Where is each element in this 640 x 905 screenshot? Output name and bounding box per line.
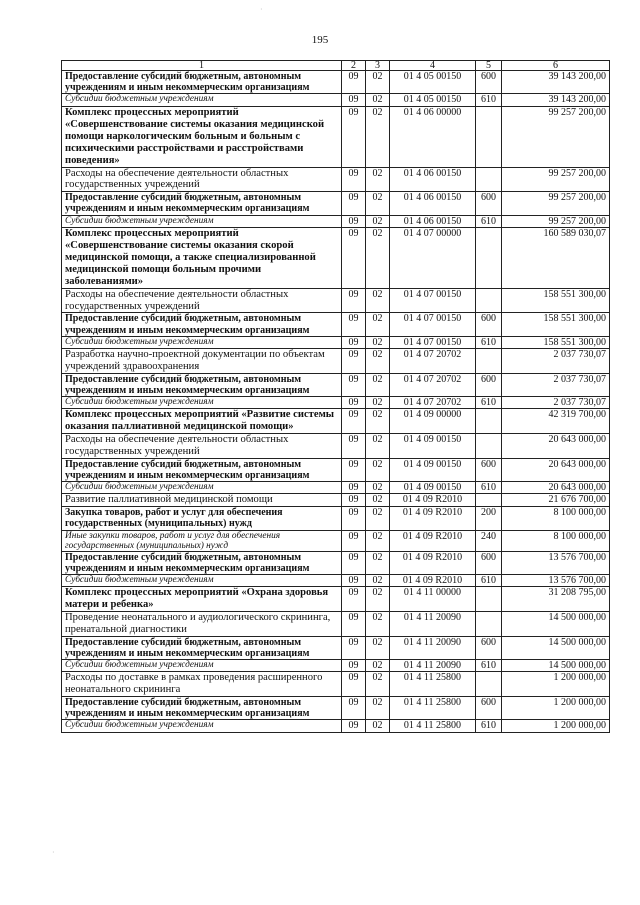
row-expense-type-cell xyxy=(476,349,502,374)
row-amount-cell: 2 037 730,07 xyxy=(502,397,610,409)
header-col-section: 2 xyxy=(342,61,366,71)
row-section-cell: 09 xyxy=(342,575,366,587)
row-name-cell: Предоставление субсидий бюджетным, автономным учреждениям и иным некоммерческим организациям xyxy=(62,551,342,574)
row-subsection-cell: 02 xyxy=(366,636,390,659)
page-number: 195 xyxy=(311,34,329,46)
row-target-item-cell: 01 4 09 R2010 xyxy=(390,551,476,574)
row-section-cell: 09 xyxy=(342,192,366,215)
row-target-item-cell: 01 4 09 R2010 xyxy=(390,575,476,587)
row-subsection-cell: 02 xyxy=(366,434,390,459)
table-row xyxy=(62,409,610,434)
row-target-item-cell: 01 4 07 00150 xyxy=(390,288,476,313)
row-section-cell: 09 xyxy=(342,636,366,659)
row-section-cell: 09 xyxy=(342,720,366,732)
row-section-cell: 09 xyxy=(342,494,366,507)
row-amount-cell: 14 500 000,00 xyxy=(502,636,610,659)
row-expense-type-cell: 610 xyxy=(476,336,502,348)
row-subsection-cell: 02 xyxy=(366,288,390,313)
row-amount-cell: 1 200 000,00 xyxy=(502,697,610,720)
row-name-cell: Субсидии бюджетным учреждениям xyxy=(62,94,342,106)
row-expense-type-cell: 610 xyxy=(476,660,502,672)
row-expense-type-cell: 600 xyxy=(476,313,502,336)
row-subsection-cell: 02 xyxy=(366,106,390,167)
row-section-cell: 09 xyxy=(342,94,366,106)
table-row xyxy=(62,373,610,396)
row-target-item-cell: 01 4 07 20702 xyxy=(390,349,476,374)
table-row xyxy=(62,530,610,551)
row-name-cell: Разработка научно-проектной документации по объектам учреждений здравоохранения xyxy=(62,349,342,374)
row-amount-cell: 20 643 000,00 xyxy=(502,434,610,459)
row-expense-type-cell xyxy=(476,672,502,697)
row-section-cell: 09 xyxy=(342,288,366,313)
row-target-item-cell: 01 4 07 20702 xyxy=(390,397,476,409)
row-name-cell: Комплекс процессных мероприятий «Совершенствование системы оказания медицинской помощи наркологическим больным и больным с психическими расстройствами и расстройствами поведения» xyxy=(62,106,342,167)
row-section-cell: 09 xyxy=(342,660,366,672)
row-expense-type-cell: 610 xyxy=(476,575,502,587)
row-amount-cell: 39 143 200,00 xyxy=(502,71,610,94)
row-expense-type-cell xyxy=(476,434,502,459)
row-name-cell: Субсидии бюджетным учреждениям xyxy=(62,215,342,227)
row-name-cell: Субсидии бюджетным учреждениям xyxy=(62,575,342,587)
row-name-cell: Субсидии бюджетным учреждениям xyxy=(62,397,342,409)
row-subsection-cell: 02 xyxy=(366,373,390,396)
table-row xyxy=(62,336,610,348)
row-expense-type-cell: 240 xyxy=(476,530,502,551)
table-row xyxy=(62,636,610,659)
row-target-item-cell: 01 4 07 20702 xyxy=(390,373,476,396)
table-row xyxy=(62,458,610,481)
row-name-cell: Предоставление субсидий бюджетным, автономным учреждениям и иным некоммерческим организациям xyxy=(62,458,342,481)
table-row xyxy=(62,227,610,288)
row-section-cell: 09 xyxy=(342,434,366,459)
table-body xyxy=(62,71,610,733)
row-section-cell: 09 xyxy=(342,349,366,374)
table-row xyxy=(62,71,610,94)
row-target-item-cell: 01 4 09 00150 xyxy=(390,458,476,481)
row-target-item-cell: 01 4 09 R2010 xyxy=(390,494,476,507)
row-section-cell: 09 xyxy=(342,227,366,288)
row-amount-cell: 20 643 000,00 xyxy=(502,458,610,481)
row-subsection-cell: 02 xyxy=(366,575,390,587)
row-section-cell: 09 xyxy=(342,482,366,494)
table-row xyxy=(62,612,610,637)
table-row xyxy=(62,720,610,732)
row-subsection-cell: 02 xyxy=(366,94,390,106)
row-target-item-cell: 01 4 09 R2010 xyxy=(390,530,476,551)
row-expense-type-cell: 610 xyxy=(476,482,502,494)
row-subsection-cell: 02 xyxy=(366,167,390,192)
row-subsection-cell: 02 xyxy=(366,660,390,672)
row-amount-cell: 158 551 300,00 xyxy=(502,336,610,348)
row-section-cell: 09 xyxy=(342,672,366,697)
header-col-target-item: 4 xyxy=(390,61,476,71)
row-expense-type-cell xyxy=(476,587,502,612)
row-section-cell: 09 xyxy=(342,167,366,192)
row-amount-cell: 99 257 200,00 xyxy=(502,167,610,192)
row-target-item-cell: 01 4 09 00150 xyxy=(390,434,476,459)
row-expense-type-cell xyxy=(476,288,502,313)
row-subsection-cell: 02 xyxy=(366,612,390,637)
row-subsection-cell: 02 xyxy=(366,71,390,94)
row-amount-cell: 21 676 700,00 xyxy=(502,494,610,507)
row-subsection-cell: 02 xyxy=(366,482,390,494)
row-target-item-cell: 01 4 11 25800 xyxy=(390,720,476,732)
row-name-cell: Расходы на обеспечение деятельности областных государственных учреждений xyxy=(62,288,342,313)
row-section-cell: 09 xyxy=(342,313,366,336)
row-amount-cell: 99 257 200,00 xyxy=(502,215,610,227)
row-amount-cell: 14 500 000,00 xyxy=(502,660,610,672)
row-amount-cell: 1 200 000,00 xyxy=(502,672,610,697)
row-amount-cell: 158 551 300,00 xyxy=(502,313,610,336)
row-name-cell: Комплекс процессных мероприятий «Охрана здоровья матери и ребенка» xyxy=(62,587,342,612)
row-name-cell: Предоставление субсидий бюджетным, автономным учреждениям и иным некоммерческим организациям xyxy=(62,313,342,336)
row-target-item-cell: 01 4 06 00000 xyxy=(390,106,476,167)
row-name-cell: Предоставление субсидий бюджетным, автономным учреждениям и иным некоммерческим организациям xyxy=(62,373,342,396)
row-section-cell: 09 xyxy=(342,587,366,612)
row-name-cell: Иные закупки товаров, работ и услуг для обеспечения государственных (муниципальных) нужд xyxy=(62,530,342,551)
table-row xyxy=(62,482,610,494)
table-row xyxy=(62,313,610,336)
row-name-cell: Расходы на обеспечение деятельности областных государственных учреждений xyxy=(62,434,342,459)
row-section-cell: 09 xyxy=(342,507,366,530)
row-amount-cell: 8 100 000,00 xyxy=(502,507,610,530)
row-expense-type-cell: 600 xyxy=(476,551,502,574)
table-row xyxy=(62,215,610,227)
row-name-cell: Расходы на обеспечение деятельности областных государственных учреждений xyxy=(62,167,342,192)
row-subsection-cell: 02 xyxy=(366,215,390,227)
row-expense-type-cell: 600 xyxy=(476,373,502,396)
row-name-cell: Предоставление субсидий бюджетным, автономным учреждениям и иным некоммерческим организациям xyxy=(62,192,342,215)
table-row xyxy=(62,697,610,720)
header-col-name: 1 xyxy=(62,61,342,71)
row-section-cell: 09 xyxy=(342,612,366,637)
row-expense-type-cell: 600 xyxy=(476,192,502,215)
row-subsection-cell: 02 xyxy=(366,530,390,551)
row-amount-cell: 14 500 000,00 xyxy=(502,612,610,637)
row-target-item-cell: 01 4 11 20090 xyxy=(390,660,476,672)
row-target-item-cell: 01 4 09 00150 xyxy=(390,482,476,494)
row-name-cell: Комплекс процессных мероприятий «Развитие системы оказания паллиативной медицинской помощи» xyxy=(62,409,342,434)
row-subsection-cell: 02 xyxy=(366,720,390,732)
row-target-item-cell: 01 4 11 25800 xyxy=(390,697,476,720)
table-row xyxy=(62,587,610,612)
row-amount-cell: 42 319 700,00 xyxy=(502,409,610,434)
row-expense-type-cell: 610 xyxy=(476,720,502,732)
table-row xyxy=(62,349,610,374)
row-target-item-cell: 01 4 06 00150 xyxy=(390,167,476,192)
row-section-cell: 09 xyxy=(342,71,366,94)
table-row xyxy=(62,94,610,106)
row-subsection-cell: 02 xyxy=(366,494,390,507)
row-expense-type-cell: 610 xyxy=(476,215,502,227)
row-section-cell: 09 xyxy=(342,106,366,167)
row-target-item-cell: 01 4 07 00150 xyxy=(390,336,476,348)
table-row xyxy=(62,192,610,215)
row-expense-type-cell: 610 xyxy=(476,94,502,106)
table-row xyxy=(62,507,610,530)
row-target-item-cell: 01 4 06 00150 xyxy=(390,192,476,215)
row-amount-cell: 99 257 200,00 xyxy=(502,106,610,167)
row-name-cell: Предоставление субсидий бюджетным, автономным учреждениям и иным некоммерческим организациям xyxy=(62,636,342,659)
row-name-cell: Субсидии бюджетным учреждениям xyxy=(62,660,342,672)
row-amount-cell: 160 589 030,07 xyxy=(502,227,610,288)
row-section-cell: 09 xyxy=(342,551,366,574)
row-expense-type-cell: 600 xyxy=(476,71,502,94)
row-name-cell: Субсидии бюджетным учреждениям xyxy=(62,482,342,494)
row-amount-cell: 2 037 730,07 xyxy=(502,349,610,374)
row-expense-type-cell: 600 xyxy=(476,697,502,720)
header-col-amount: 6 xyxy=(502,61,610,71)
row-subsection-cell: 02 xyxy=(366,397,390,409)
row-target-item-cell: 01 4 11 20090 xyxy=(390,636,476,659)
row-name-cell: Субсидии бюджетным учреждениям xyxy=(62,336,342,348)
row-target-item-cell: 01 4 11 20090 xyxy=(390,612,476,637)
row-target-item-cell: 01 4 09 R2010 xyxy=(390,507,476,530)
table-row xyxy=(62,575,610,587)
row-name-cell: Предоставление субсидий бюджетным, автономным учреждениям и иным некоммерческим организациям xyxy=(62,71,342,94)
row-section-cell: 09 xyxy=(342,336,366,348)
row-amount-cell: 39 143 200,00 xyxy=(502,94,610,106)
row-expense-type-cell xyxy=(476,409,502,434)
row-section-cell: 09 xyxy=(342,697,366,720)
row-expense-type-cell xyxy=(476,227,502,288)
row-subsection-cell: 02 xyxy=(366,587,390,612)
row-amount-cell: 31 208 795,00 xyxy=(502,587,610,612)
row-name-cell: Проведение неонатального и аудиологического скрининга, пренатальной диагностики xyxy=(62,612,342,637)
row-subsection-cell: 02 xyxy=(366,313,390,336)
row-subsection-cell: 02 xyxy=(366,697,390,720)
row-name-cell: Субсидии бюджетным учреждениям xyxy=(62,720,342,732)
row-section-cell: 09 xyxy=(342,373,366,396)
row-subsection-cell: 02 xyxy=(366,409,390,434)
table-row xyxy=(62,660,610,672)
table-row xyxy=(62,106,610,167)
row-target-item-cell: 01 4 11 25800 xyxy=(390,672,476,697)
row-subsection-cell: 02 xyxy=(366,507,390,530)
row-target-item-cell: 01 4 11 00000 xyxy=(390,587,476,612)
row-section-cell: 09 xyxy=(342,397,366,409)
table-row xyxy=(62,672,610,697)
row-section-cell: 09 xyxy=(342,458,366,481)
table-row xyxy=(62,167,610,192)
row-expense-type-cell xyxy=(476,494,502,507)
row-subsection-cell: 02 xyxy=(366,458,390,481)
row-amount-cell: 158 551 300,00 xyxy=(502,288,610,313)
header-col-subsection: 3 xyxy=(366,61,390,71)
row-name-cell: Развитие паллиативной медицинской помощи xyxy=(62,494,342,507)
row-target-item-cell: 01 4 07 00000 xyxy=(390,227,476,288)
row-name-cell: Закупка товаров, работ и услуг для обеспечения государственных (муниципальных) нужд xyxy=(62,507,342,530)
table-row xyxy=(62,434,610,459)
row-subsection-cell: 02 xyxy=(366,551,390,574)
row-expense-type-cell xyxy=(476,612,502,637)
row-amount-cell: 8 100 000,00 xyxy=(502,530,610,551)
table-row xyxy=(62,551,610,574)
row-expense-type-cell: 600 xyxy=(476,458,502,481)
row-expense-type-cell: 600 xyxy=(476,636,502,659)
row-name-cell: Расходы по доставке в рамках проведения расширенного неонатального скрининга xyxy=(62,672,342,697)
table-header-row xyxy=(62,61,610,71)
row-expense-type-cell: 200 xyxy=(476,507,502,530)
row-name-cell: Предоставление субсидий бюджетным, автономным учреждениям и иным некоммерческим организациям xyxy=(62,697,342,720)
scan-speck: · xyxy=(260,5,263,14)
row-target-item-cell: 01 4 05 00150 xyxy=(390,94,476,106)
row-section-cell: 09 xyxy=(342,215,366,227)
row-expense-type-cell xyxy=(476,167,502,192)
row-amount-cell: 13 576 700,00 xyxy=(502,575,610,587)
row-expense-type-cell: 610 xyxy=(476,397,502,409)
table-row xyxy=(62,494,610,507)
row-target-item-cell: 01 4 05 00150 xyxy=(390,71,476,94)
row-subsection-cell: 02 xyxy=(366,227,390,288)
row-target-item-cell: 01 4 09 00000 xyxy=(390,409,476,434)
row-amount-cell: 20 643 000,00 xyxy=(502,482,610,494)
row-amount-cell: 2 037 730,07 xyxy=(502,373,610,396)
budget-table xyxy=(61,60,610,733)
row-section-cell: 09 xyxy=(342,409,366,434)
row-subsection-cell: 02 xyxy=(366,192,390,215)
row-amount-cell: 1 200 000,00 xyxy=(502,720,610,732)
row-target-item-cell: 01 4 07 00150 xyxy=(390,313,476,336)
row-amount-cell: 99 257 200,00 xyxy=(502,192,610,215)
row-subsection-cell: 02 xyxy=(366,336,390,348)
row-expense-type-cell xyxy=(476,106,502,167)
header-col-expense-type: 5 xyxy=(476,61,502,71)
row-subsection-cell: 02 xyxy=(366,349,390,374)
row-subsection-cell: 02 xyxy=(366,672,390,697)
row-name-cell: Комплекс процессных мероприятий «Совершенствование системы оказания скорой медицинской помощи, а также специализированной медицинской помощи больным прочими заболеваниями» xyxy=(62,227,342,288)
row-section-cell: 09 xyxy=(342,530,366,551)
row-target-item-cell: 01 4 06 00150 xyxy=(390,215,476,227)
table-row xyxy=(62,397,610,409)
table-row xyxy=(62,288,610,313)
scan-speck: · xyxy=(52,848,55,857)
row-amount-cell: 13 576 700,00 xyxy=(502,551,610,574)
